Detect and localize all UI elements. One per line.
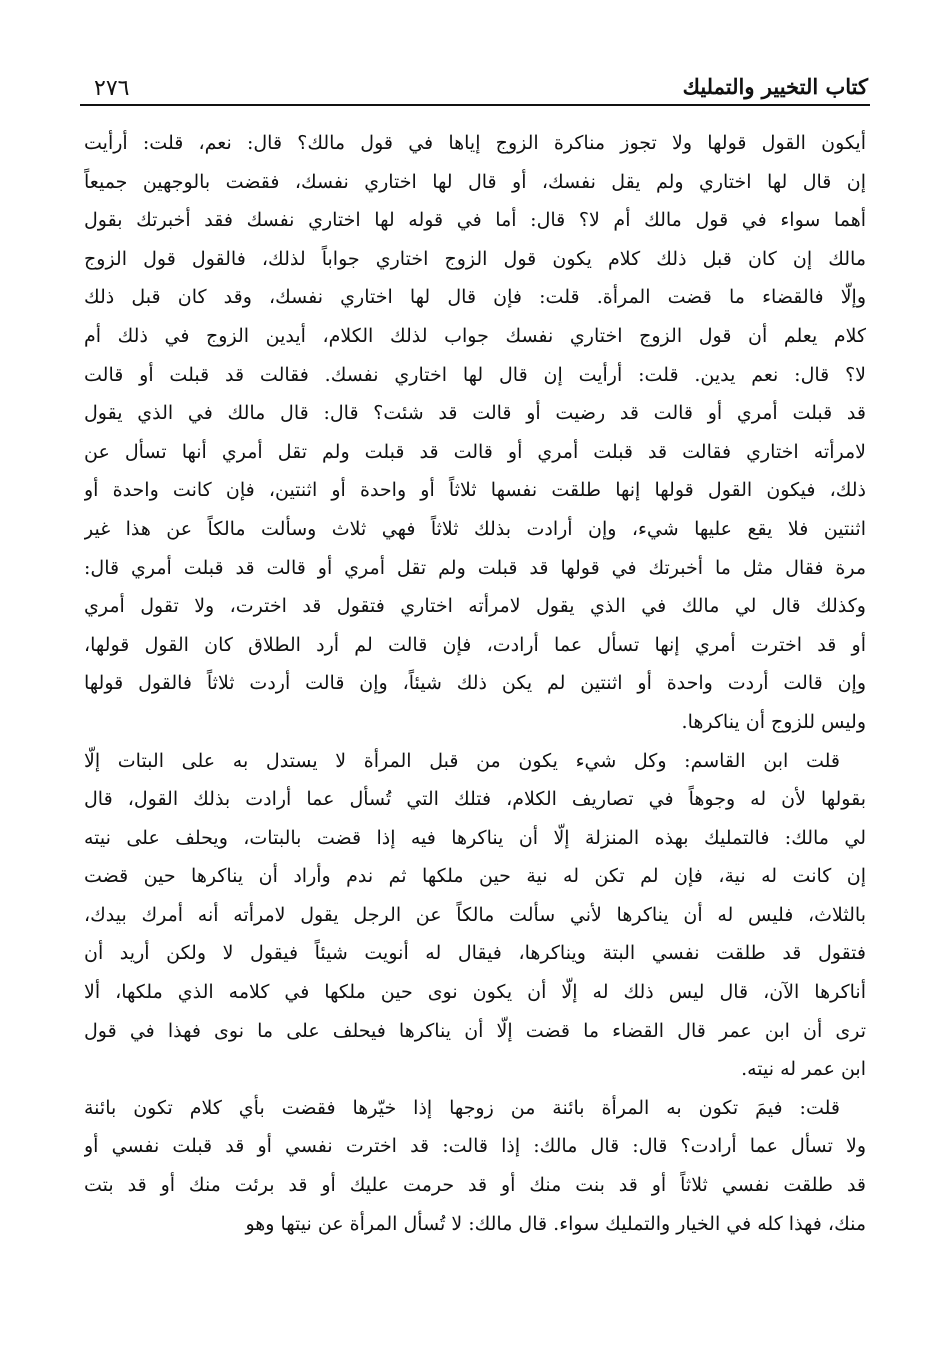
body-text bbox=[84, 124, 866, 1243]
paragraph bbox=[84, 124, 866, 742]
paragraph bbox=[84, 742, 866, 1089]
page-number: ٢٧٦ bbox=[94, 76, 130, 101]
text-line: لا؟ قال: نعم يدين. قلت: أرأيت إن قال لها اختاري نفسك. فقالت قد قبلت أو قالت bbox=[84, 363, 866, 386]
text-line: فتقول قد طلقت نفسي البتة ويناكرها، فيقال له أنويت شيئاً فيقول لا ولكن أريد أن bbox=[84, 942, 866, 965]
text-line: إن قال لها اختاري ولم يقل نفسك، أو قال لها اختاري نفسك، فقضت بالوجهين جميعاً bbox=[84, 170, 866, 193]
text-line: وإلّا فالقضاء ما قضت المرأة. قلت: فإن قال لها اختاري نفسك، وقد كان قبل ذلك bbox=[84, 286, 866, 309]
text-line: قلت ابن القاسم: وكل شيء يكون من قبل المرأة لا يستدل به على البتات إلّا bbox=[84, 749, 840, 772]
text-line: أو قد اخترت أمري إنها تسأل عما أرادت، فإن قالت لم أرد الطلاق كان القول قولها، bbox=[84, 633, 866, 656]
text-line: كلام يعلم أن قول الزوج اختاري نفسك جواب لذلك الكلام، أيدين الزوج في ذلك أم bbox=[84, 324, 866, 347]
text-line: قد طلقت نفسي ثلاثاً أو قد بنت منك أو قد حرمت عليك أو قد برئت منك أو قد بتت bbox=[84, 1174, 866, 1197]
page-header bbox=[80, 68, 868, 104]
text-line: لي مالك: فالتمليك بهذه المنزلة إلّا أن يناكرها فيه إذا قضت بالبتات، ويحلف على نيته bbox=[84, 826, 866, 849]
text-line: ابن عمر له نيته. bbox=[741, 1058, 866, 1081]
text-line: وإن قالت أردت واحدة أو اثنتين لم يكن ذلك شيئاً، وإن قالت أردت ثلاثاً فالقول قولها bbox=[84, 672, 866, 695]
text-line: لامرأته اختاري فقالت قد قبلت أمري أو قالت قد قبلت ولم تقل أمري أنها تسأل عن bbox=[84, 440, 866, 463]
text-line: بالثلاث، فليس له أن يناكرها لأني سألت مالكاً عن الرجل يقول لامرأته أنه أمرك بيدك، bbox=[84, 903, 866, 926]
text-line: أيكون القول قولها ولا تجوز مناكرة الزوج إياها في قول مالك؟ قال: نعم، قلت: أرأيت bbox=[84, 132, 866, 154]
text-line: بقولها لأن له وجوهاً في تصاريف الكلام، فتلك التي تُسأل عما أرادت بذلك القول، قال bbox=[84, 788, 866, 811]
text-line: ذلك، فيكون القول قولها إنها طلقت نفسها ثلاثاً أو واحدة أو اثنتين، فإن كانت واحدة أو bbox=[84, 479, 866, 502]
text-line: مرة فقال مثل ما أخبرتك في قولها قد قبلت ولم تقل أمري أو قالت قد قبلت أمري قال: bbox=[84, 556, 866, 579]
text-line: أناكرها الآن، قال ليس ذلك له إلّا أن يكون نوى حين ملكها في كلامه الذي ملكها، ألا bbox=[84, 981, 866, 1004]
text-line: وكذلك قال لي مالك في الذي يقول لامرأته اختاري فتقول قد اخترت، ولا تقول أمري bbox=[84, 595, 866, 618]
text-line: منك، فهذا كله في الخيار والتمليك سواء. قال مالك: لا تُسأل المرأة عن نيتها وهو bbox=[245, 1212, 866, 1235]
running-head-title: كتاب التخيير والتمليك bbox=[682, 74, 868, 99]
text-line: ولا تسأل عما أرادت؟ قال: قال مالك: إذا قالت: قد اخترت نفسي أو قد قبلت نفسي أو bbox=[84, 1135, 866, 1158]
text-line: قد قبلت أمري أو قالت قد رضيت أو قالت قد شئت؟ قال: قال مالك في الذي يقول bbox=[84, 402, 866, 425]
text-line: إن كانت له نية، فإن لم تكن له نية حين ملكها ثم ندم وأراد أن يناكرها حين قضت bbox=[84, 865, 866, 888]
paragraph bbox=[84, 1089, 866, 1243]
text-line: أهما سواء في قول مالك أم لا؟ قال: أما في قوله لها اختاري نفسك فقد أخبرتك بقول bbox=[84, 209, 866, 232]
header-divider bbox=[80, 104, 870, 106]
text-line: ترى أن ابن عمر قال القضاء ما قضت إلّا أن يناكرها فيحلف على ما نوى فهذا في قول bbox=[84, 1019, 866, 1042]
text-line: وليس للزوج أن يناكرها. bbox=[681, 710, 866, 733]
text-line: قلت: فيمَ تكون به المرأة بائنة من زوجها إذا خيّرها فقضت بأي كلام تكون بائنة bbox=[84, 1096, 840, 1119]
text-line: اثنتين فلا يقع عليها شيء، وإن أرادت بذلك ثلاثاً فهي ثلاث وسألت مالكاً عن هذا غير bbox=[84, 517, 866, 540]
text-line: مالك إن كان قبل ذلك كلام يكون قول الزوج اختاري جواباً لذلك، فالقول قول الزوج bbox=[84, 247, 866, 270]
